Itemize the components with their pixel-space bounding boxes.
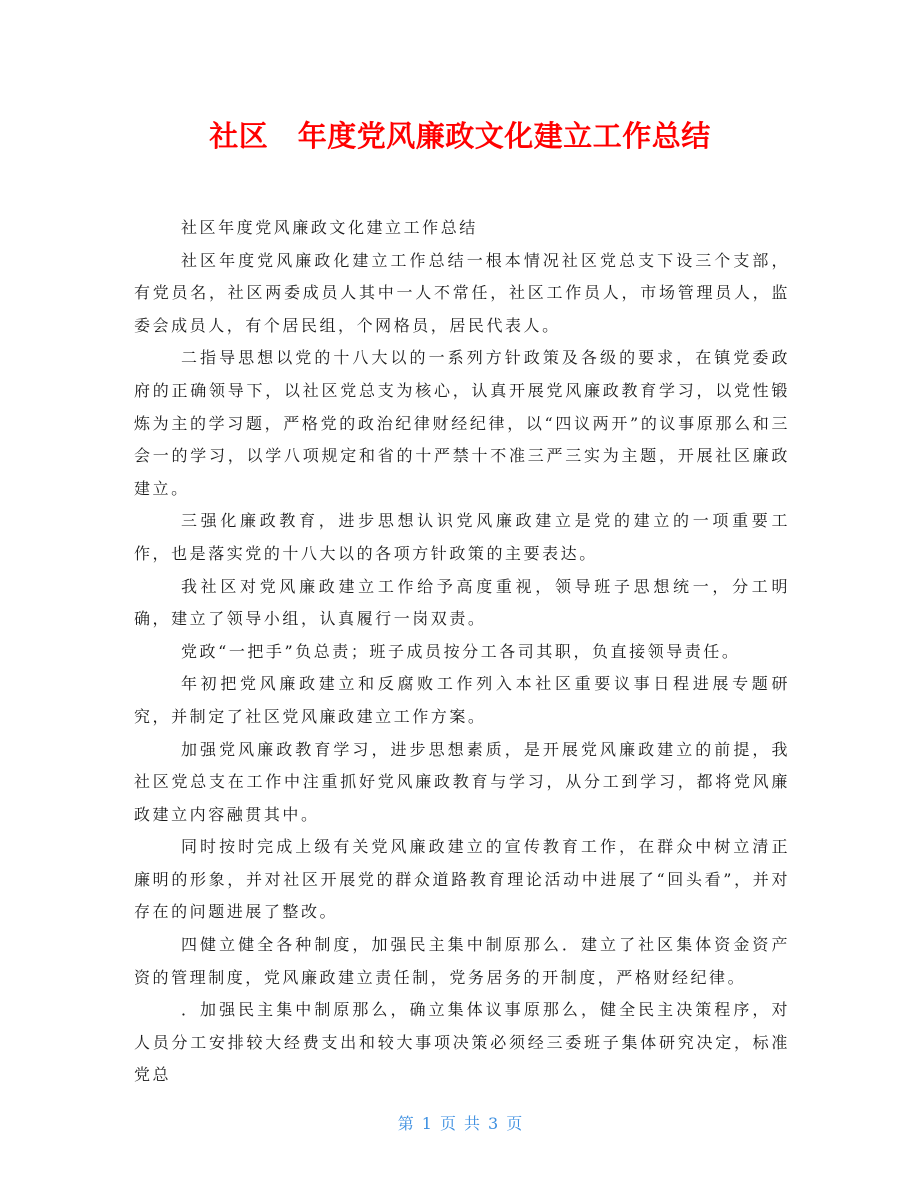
current-page-number: 1 [421,1114,432,1133]
document-body [134,212,790,1092]
paragraph-annual-plan: 年初把党风廉政建立和反腐败工作列入本社区重要议事日程进展专题研究，并制定了社区党风廉政建立工作方案。 [134,674,790,726]
paragraph-basic-situation: 社区年度党风廉政化建立工作总结一根本情况社区党总支下设三个支部，有党员名，社区两委成员人其中一人不常任，社区工作员人，市场管理员人，监委会成员人，有个居民组，个网格员，居民代表人。 [134,250,790,335]
page-label-prefix: 第 [397,1114,414,1133]
document-title: 社区 年度党风廉政文化建立工作总结 [209,119,711,153]
total-label: 共 [464,1114,481,1133]
paragraph-publicity: 同时按时完成上级有关党风廉政建立的宣传教育工作，在群众中树立清正廉明的形象，并对社区开展党的群众道路教育理论活动中进展了“回头看”，并对存在的问题进展了整改。 [134,837,790,922]
paragraph-subtitle: 社区年度党风廉政文化建立工作总结 [181,218,478,237]
page-label-mid: 页 [439,1114,456,1133]
total-pages-number: 3 [488,1114,499,1133]
page-label-suffix: 页 [506,1114,523,1133]
paragraph-systems: 四健立健全各种制度，加强民主集中制原那么．建立了社区集体资金资产资的管理制度，党风廉政建立责任制，党务居务的开制度，严格财经纪律。 [134,935,790,987]
paragraph-study: 加强党风廉政教育学习，进步思想素质，是开展党风廉政建立的前提，我社区党总支在工作中注重抓好党风廉政教育与学习，从分工到学习，都将党风廉政建立内容融贯其中。 [134,739,790,824]
paragraph-guiding-ideology: 二指导思想以党的十八大以的一系列方针政策及各级的要求，在镇党委政府的正确领导下，以社区党总支为核心，认真开展党风廉政教育学习，以党性锻炼为主的学习题，严格党的政治纪律财经纪律，以“四议两开”的议事原那么和三会一的学习，以学八项规定和省的十严禁十不准三严三实为主题，开展社区廉政建立。 [134,348,790,498]
page-footer [0,1112,920,1136]
paragraph-leadership: 我社区对党风廉政建立工作给予高度重视，领导班子思想统一，分工明确，建立了领导小组，认真履行一岗双责。 [134,576,790,629]
paragraph-strengthen-education: 三强化廉政教育，进步思想认识党风廉政建立是党的建立的一项重要工作，也是落实党的十八大以的各项方针政策的主要表达。 [134,511,790,563]
paragraph-responsibility: 党政“一把手”负总责；班子成员按分工各司其职，负直接领导责任。 [181,641,741,661]
paragraph-democratic-centralism: ．加强民主集中制原那么，确立集体议事原那么，健全民主决策程序，对人员分工安排较大经费支出和较大事项决策必须经三委班子集体研究决定，标准党总 [134,1000,790,1085]
